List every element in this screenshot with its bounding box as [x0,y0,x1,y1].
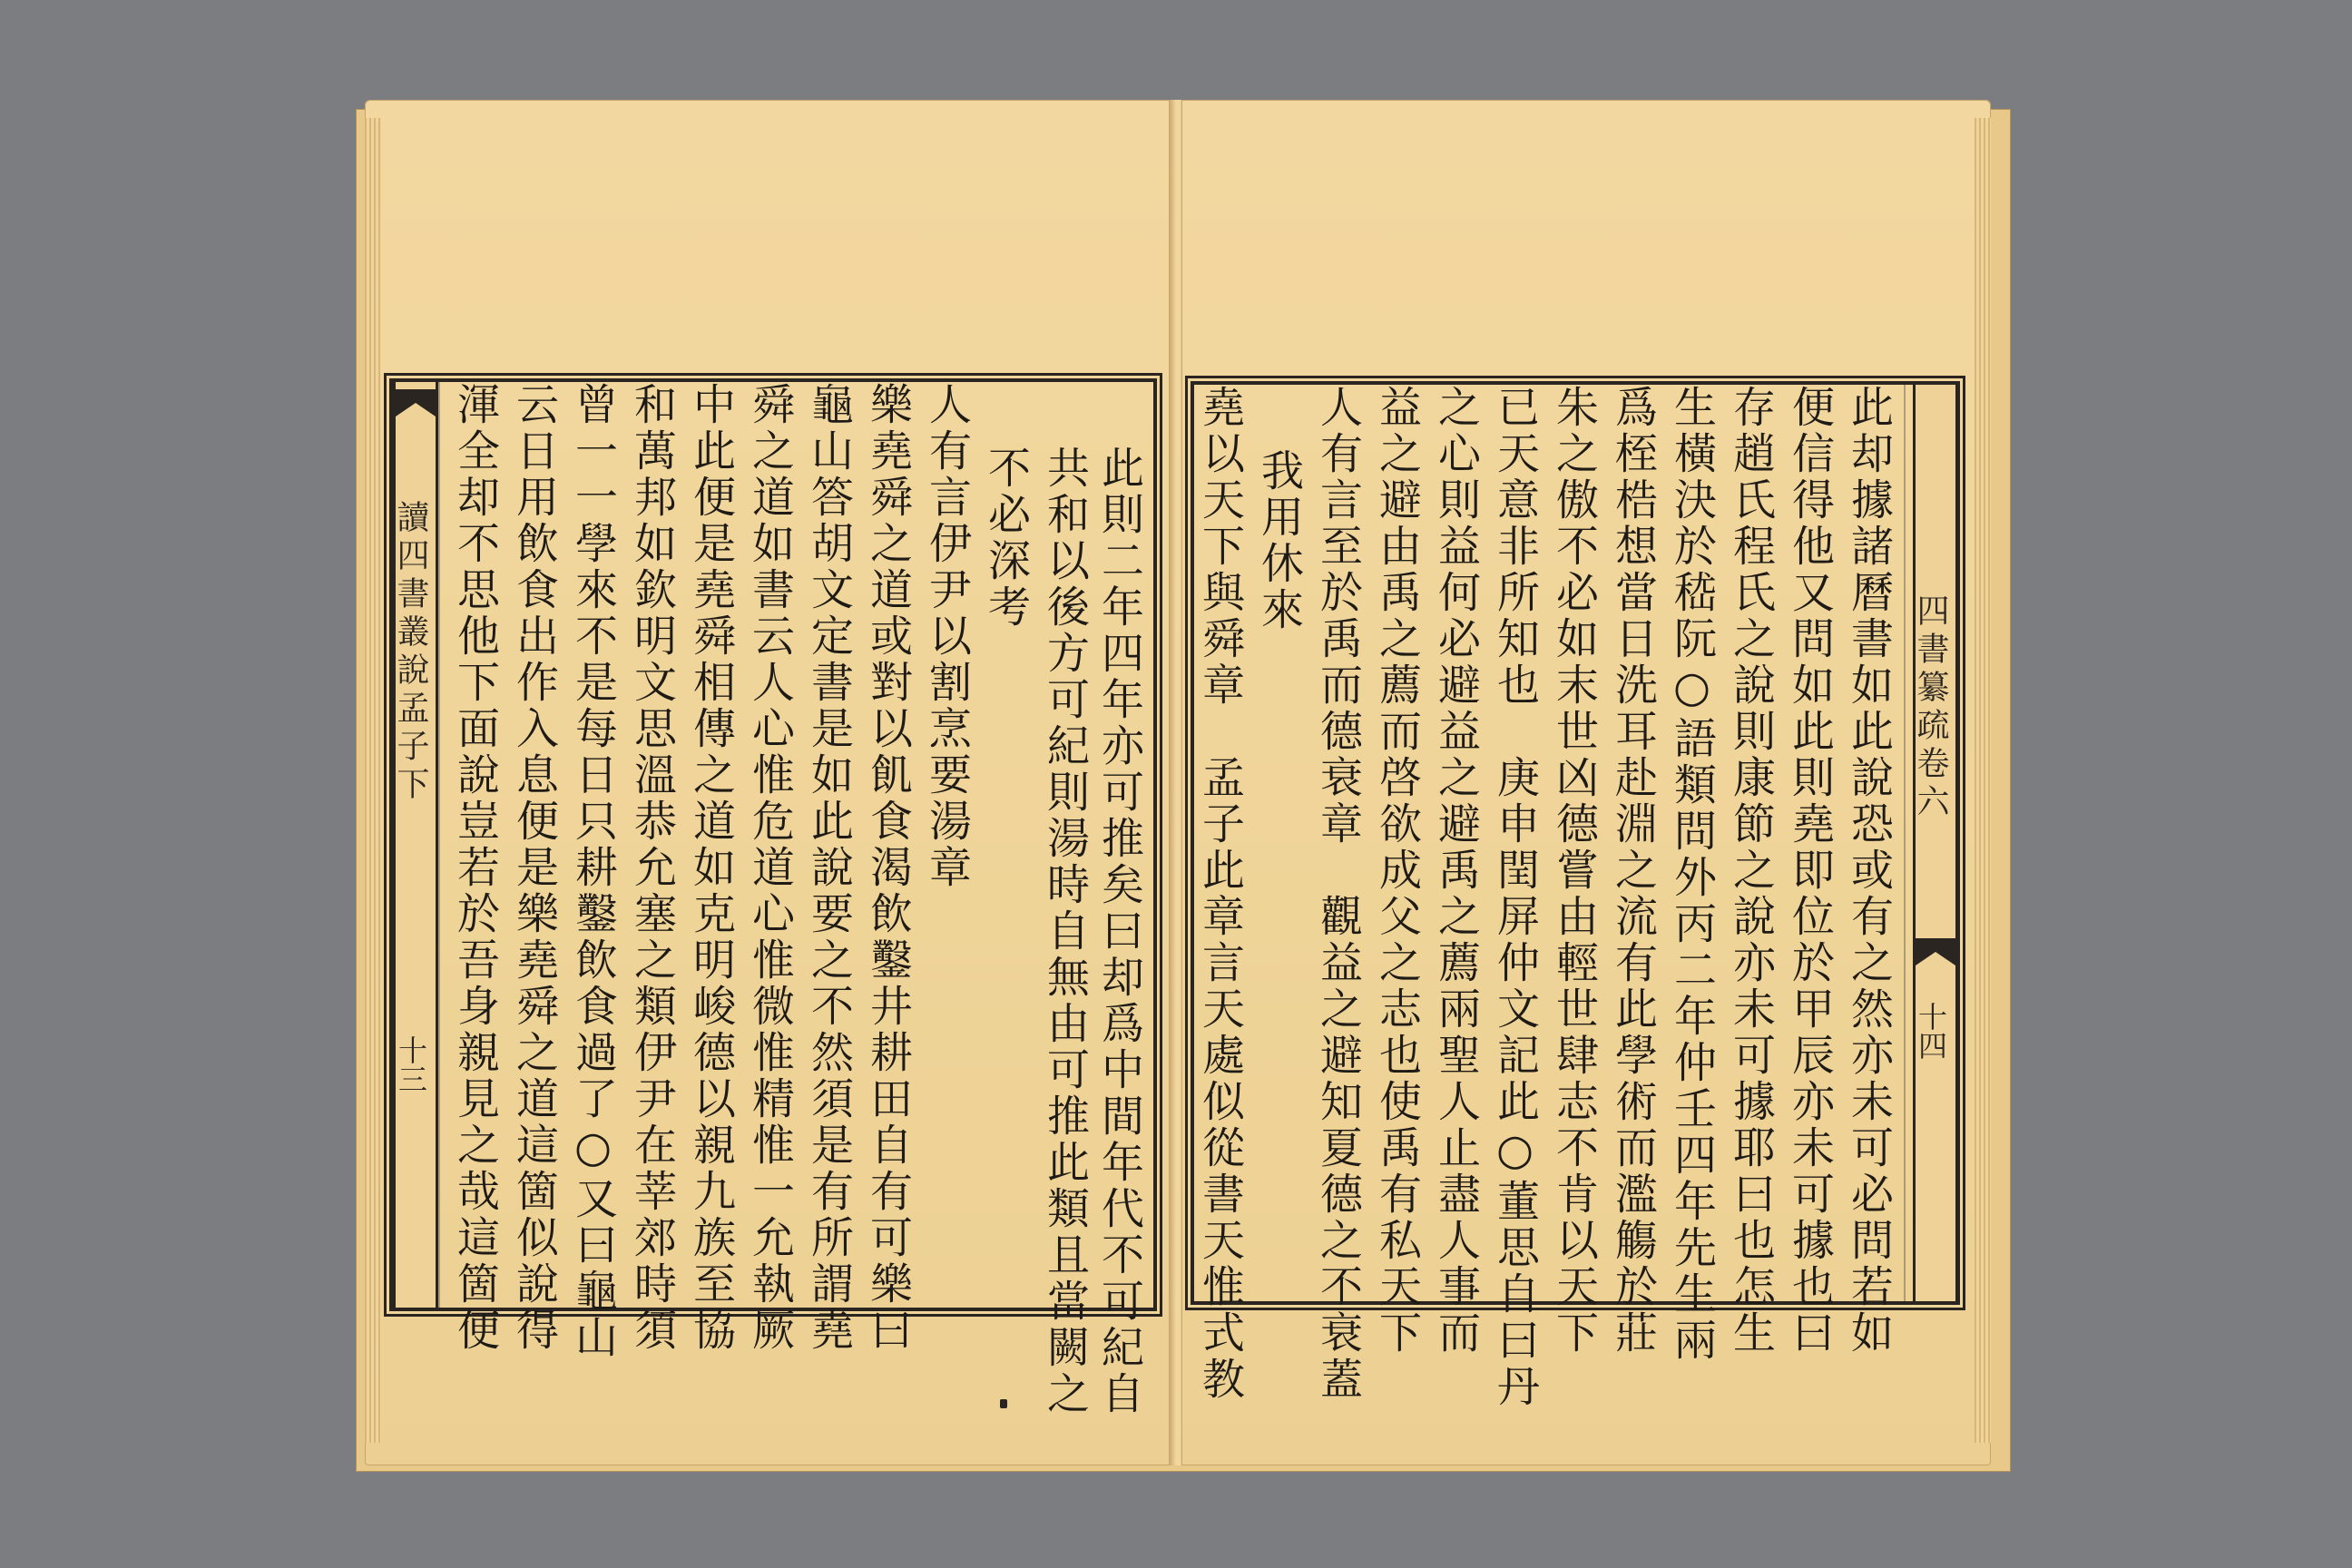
left-col-3: 不必深考 [981,446,1031,631]
right-col-5: 之心則益何必避益之避禹之薦兩聖人止盡人事而 [1431,385,1481,1357]
open-book [356,100,2012,1470]
left-col-6: 龜山答胡文定書是如此說要之不然須是有所謂堯 [804,382,854,1354]
right-banxin-folio: 十四 [1914,1002,1948,1060]
column-rule [1904,385,1906,1301]
right-page-edge [1975,118,1991,1443]
right-page [1181,100,1991,1465]
left-col-8: 中此便是堯舜相傳之道如克明峻德以親九族至協 [686,382,736,1354]
right-page-frame [1191,381,1960,1410]
left-col-4: 人有言伊尹以割烹要湯章 [922,382,972,891]
right-col-8: 爲桎梏想當日洗耳赴淵之流有此學術而濫觴於莊 [1608,385,1658,1357]
left-banxin-title: 讀四書叢說孟子下 [392,500,429,805]
column-rule [438,382,440,1308]
left-col-1: 此則二年四年亦可推矣曰却爲中間年代不可紀自 [1094,446,1144,1417]
right-col-11: 便信得他又問如此則堯即位於甲辰亦未可據也曰 [1785,385,1835,1357]
right-banxin [1913,385,1958,1301]
left-col-5: 樂堯舜之道或對以飢食渴飲鑿井耕田自有可樂曰 [863,382,913,1354]
left-page [365,100,1174,1465]
left-page-edge [365,118,381,1443]
left-col-11: 云日用飲食出作入息便是樂堯舜之道這箇似說得 [509,382,559,1354]
left-col-9: 和萬邦如欽明文思溫恭允塞之類伊尹在莘郊時須 [627,382,677,1354]
right-col-12: 此却據諸曆書如此說恐或有之然亦未可必問若如 [1844,385,1894,1357]
left-col-10: 曾一一學來不是每日只耕鑿飲食過了○又曰龜山 [568,382,618,1361]
right-col-2: 我用休來 [1254,448,1304,633]
left-col-12: 渾全却不思他下面說豈若於吾身親見之哉這箇便 [450,382,500,1354]
right-col-7: 朱之傲不必如末世凶德嘗由輕世肆志不肯以天下 [1549,385,1599,1357]
left-banxin-folio: 十三 [394,1035,428,1093]
right-banxin-title: 四書纂疏卷六 [1912,593,1949,822]
right-col-3: 人有言至於禹而德衰章 觀益之避知夏德之不衰蓋 [1313,385,1363,1403]
ink-dot [1000,1399,1007,1408]
left-page-frame [389,378,1157,1417]
left-col-2: 共和以後方可紀則湯時自無由可推此類且當闕之 [1040,446,1090,1417]
right-col-4: 益之避由禹之薦而啓欲成父之志也使禹有私天下 [1372,385,1422,1357]
left-banxin [393,382,438,1308]
right-col-9: 生橫決於嵇阮○語類問外丙二年仲壬四年先生兩 [1667,385,1717,1364]
right-col-10: 存趙氏程氏之說則康節之說亦未可據耶曰也怎生 [1726,385,1776,1357]
left-fishtail [396,389,436,416]
right-col-1: 堯以天下與舜章 孟子此章言天處似從書天惟式教 [1195,385,1245,1403]
left-col-7: 舜之道如書云人心惟危道心惟微惟精惟一允執厥 [745,382,795,1354]
right-col-6: 已天意非所知也 庚申閏屏仲文記此○董思自曰丹 [1490,385,1540,1410]
